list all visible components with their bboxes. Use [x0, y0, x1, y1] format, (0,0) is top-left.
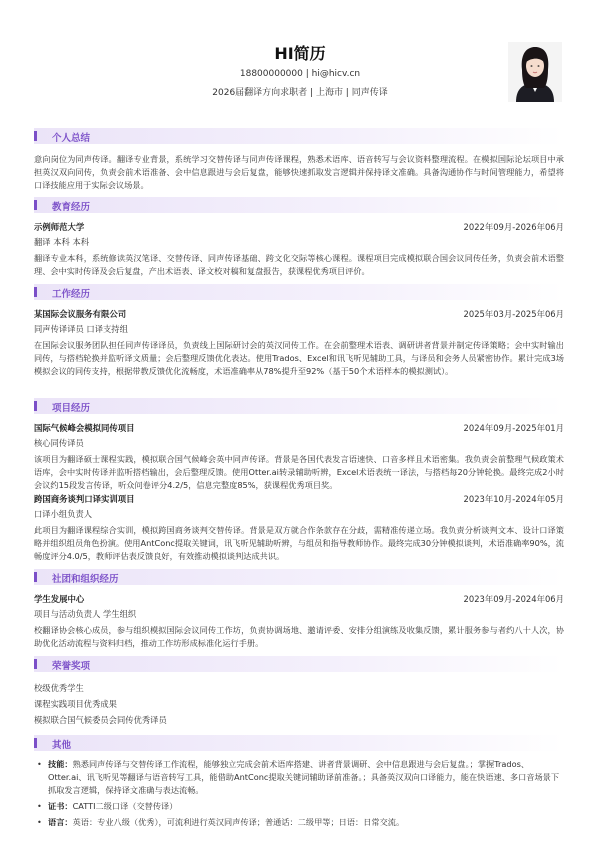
project-row: [34, 422, 564, 436]
section-accent-bar: [34, 131, 37, 141]
campus-row: [34, 593, 564, 607]
project-text: 此项目为翻译课程综合实训，模拟跨国商务谈判交替传译。背景是双方就合作条款存在分歧，需精准传递立场。我负责分析谈判文本、设计口译策略并组织组员角色扮演。使用AntConc提取关键词，讯飞听见辅助听辨，与组员和指导教师协作。最终完成30分钟模拟谈判，术语准确率90%，流畅度评分4.0/5，教师评估表反馈良好，有效推动模拟谈判达成共识。: [34, 524, 564, 562]
education-date: 2022年09月-2026年06月: [463, 222, 564, 232]
section-work: [34, 284, 564, 379]
section-title: 个人总结: [52, 133, 91, 144]
section-projects: [34, 398, 564, 563]
section-header-work: [34, 284, 564, 300]
section-header-honors: [34, 656, 564, 672]
section-accent-bar: [34, 572, 37, 582]
section-accent-bar: [34, 659, 37, 669]
language-label: 语言：: [48, 817, 73, 827]
work-role: 同声传译译员 口译支持组: [34, 324, 128, 334]
section-header-other: [34, 735, 564, 751]
section-title: 其他: [52, 740, 72, 751]
section-accent-bar: [34, 287, 37, 297]
project-date: 2023年10月-2024年05月: [463, 493, 564, 504]
section-title: 工作经历: [52, 289, 91, 300]
project-date: 2024年09月-2025年01月: [463, 423, 564, 433]
resume-header: [0, 0, 600, 104]
project-name: 跨国商务谈判口译实训项目: [34, 493, 135, 504]
section-title: 教育经历: [52, 202, 91, 213]
school-name: 示例师范大学: [34, 222, 85, 232]
project-role: 口译小组负责人: [34, 508, 93, 519]
honor-item: 校级优秀学生: [34, 683, 84, 693]
section-header-education: [34, 197, 564, 213]
section-accent-bar: [34, 738, 37, 748]
honor-item: 模拟联合国气候委员会同传优秀译员: [34, 715, 167, 725]
section-title: 项目经历: [52, 403, 91, 414]
section-header-campus: [34, 569, 564, 585]
campus-date: 2023年09月-2024年06月: [463, 594, 564, 604]
education-row: [34, 221, 564, 235]
section-header-projects: [34, 398, 564, 414]
section-education: [34, 197, 564, 278]
honor-item: 课程实践项目优秀成果: [34, 699, 117, 709]
project-role: 核心同传译员: [34, 438, 84, 448]
project-text: 该项目为翻译硕士课程实践，模拟联合国气候峰会英中同声传译。背景是各国代表发言语速快、口音多样且术语密集。我负责会前整理气候政策术语库，会中实时传译并监听搭档输出，会后整理反馈。使用Otter.ai转录辅助听辨，Excel术语表统一译法，与搭档每20分钟轮换。最终完成2小时会议约15段发言传译，听众问卷评分4.2/5，信息完整度85%，获课程优秀项目奖。: [34, 454, 564, 491]
skills-label: 技能：: [48, 759, 73, 769]
section-header-summary: [34, 128, 564, 144]
contact-info: 18800000000 | hi@hicv.cn: [239, 69, 361, 79]
avatar-portrait-icon: [508, 42, 562, 102]
skills-item: [34, 758, 564, 797]
profile-photo: [508, 42, 562, 102]
section-summary: [34, 128, 564, 193]
section-accent-bar: [34, 401, 37, 411]
project-name: 国际气候峰会模拟同传项目: [34, 423, 135, 433]
section-honors: [34, 656, 564, 728]
work-text: 在国际会议服务团队担任同声传译译员，负责线上国际研讨会的英汉同传工作。在会前整理术语表、调研讲者背景并制定传译策略；会中实时输出同传，与搭档轮换并监听译文质量；会后整理反馈优化表达。使用Trados、Excel和讯飞听见辅助工具，与译员和会务人员紧密协作。累计完成3场模拟会议的同传支持，根据带教反馈优化流畅度，术语准确率从78%提升至92%（基于50个术语样本的模拟测试）。: [34, 340, 564, 377]
section-title: 荣誉奖项: [52, 661, 91, 672]
cert-label: 证书：: [48, 801, 73, 811]
skills-text: 熟悉同声传译与交替传译工作流程，能够独立完成会前术语库搭建、讲者背景调研、会中信息跟进与会后复盘。；掌握Trados、Otter.ai、讯飞听见等翻译与语音转写工具，能借助AntConc提取关键词辅助译前准备。；具备英汉双向口译能力，能在快语速、多口音场景下抓取发言逻辑，保持译文准确与表达流畅。: [48, 759, 560, 795]
project-row: [34, 493, 564, 507]
language-item: [34, 816, 564, 829]
work-row: [34, 308, 564, 322]
education-text: 翻译专业本科，系统修读英汉笔译、交替传译、同声传译基础、跨文化交际等核心课程。课程项目完成模拟联合国会议同传任务，负责会前术语整理、会中实时传译及会后复盘，产出术语表、译文校对稿和复盘报告，获课程优秀项目评价。: [34, 253, 564, 277]
summary-text: 意向岗位为同声传译。翻译专业背景，系统学习交替传译与同声传译课程，熟悉术语库、语音转写与会议资料整理流程。在模拟国际论坛项目中承担英汉双向同传，负责会前术语准备、会中信息跟进与会后复盘，能够快速抓取发言逻辑并保持译文准确。具备沟通协作与时间管理能力，希望将口译技能应用于实际会议场景。: [34, 154, 564, 191]
org-name: 学生发展中心: [34, 594, 85, 604]
cert-text: CATTI二级口译（交替传译）: [72, 801, 178, 811]
education-major: 翻译 本科 本科: [34, 237, 90, 247]
section-accent-bar: [34, 200, 37, 210]
section-campus: [34, 569, 564, 650]
section-other: [34, 735, 564, 829]
section-title: 社团和组织经历: [52, 574, 119, 585]
campus-role: 项目与活动负责人 学生组织: [34, 609, 137, 619]
work-date: 2025年03月-2025年06月: [463, 309, 564, 319]
other-list: [34, 758, 564, 829]
company-name: 某国际会议服务有限公司: [34, 309, 127, 319]
job-intent: 2026届翻译方向求职者 | 上海市 | 同声传译: [212, 88, 388, 98]
cert-item: [34, 800, 564, 813]
language-text: 英语：专业八级（优秀），可流利进行英汉同声传译；普通话：二级甲等；日语：日常交流。: [72, 817, 405, 827]
candidate-name: HI简历: [274, 44, 326, 63]
campus-text: 校翻译协会核心成员，参与组织模拟国际会议同传工作坊，负责协调场地、邀请评委、安排分组演练及收集反馈，累计服务参与者约八十人次，协助优化活动流程与资料归档，推动工作坊形成标准化运行手册。: [34, 625, 564, 649]
